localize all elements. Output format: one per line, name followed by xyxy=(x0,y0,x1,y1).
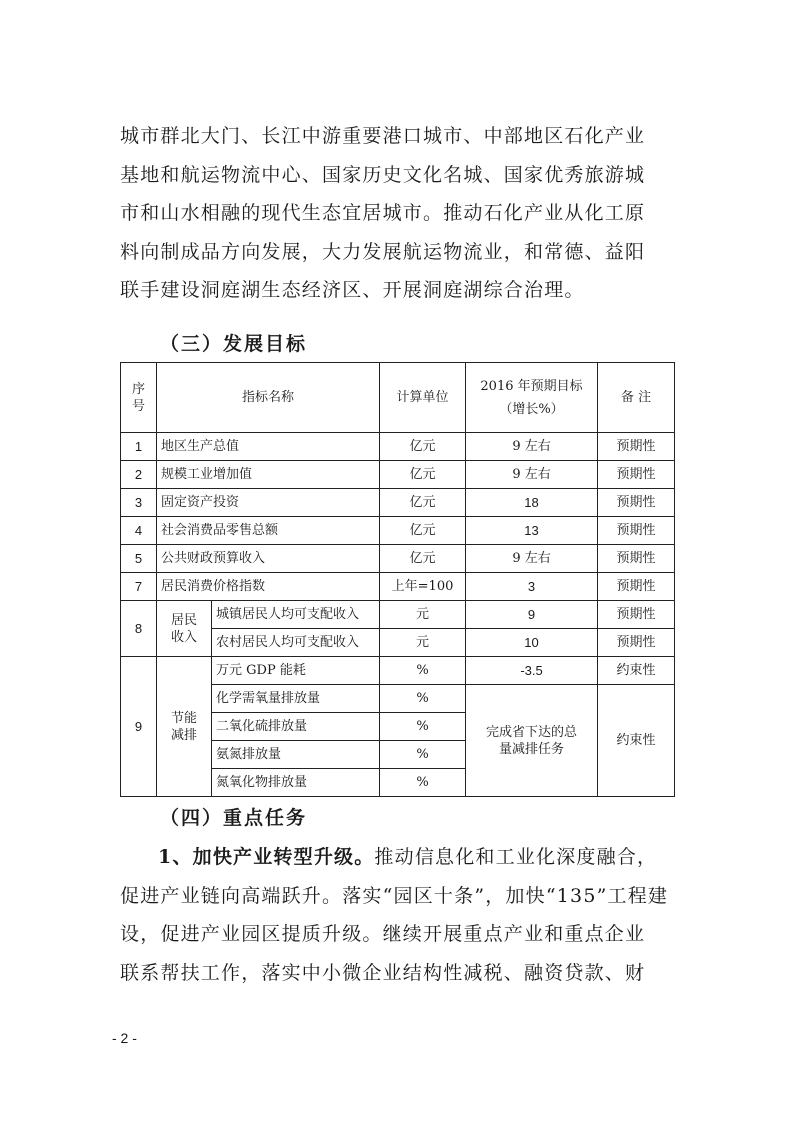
row-seq: 4 xyxy=(121,517,157,545)
row-unit: % xyxy=(380,657,466,685)
row-seq: 2 xyxy=(121,461,157,489)
table-row xyxy=(121,601,675,629)
intro-line: 料向制成品方向发展，大力发展航运物流业，和常德、益阳 xyxy=(120,240,646,263)
task1-line: 联系帮扶工作，落实中小微企业结构性减税、融资贷款、财 xyxy=(120,961,646,984)
row-name: 万元 GDP 能耗 xyxy=(212,657,380,685)
task1-line: 促进产业链向高端跃升。落实“园区十条”，加快“135”工程建 xyxy=(120,884,669,907)
row-name: 二氧化硫排放量 xyxy=(212,713,380,741)
row-name: 化学需氧量排放量 xyxy=(212,685,380,713)
header-target-line1: 2016 年预期目标 xyxy=(480,378,583,394)
development-goals-table xyxy=(120,362,675,797)
row-name: 社会消费品零售总额 xyxy=(157,517,380,545)
row-name: 氮氧化物排放量 xyxy=(212,769,380,797)
row-unit: 亿元 xyxy=(380,517,466,545)
row-target: -3.5 xyxy=(466,657,598,685)
table-row xyxy=(121,545,675,573)
row-unit: 亿元 xyxy=(380,489,466,517)
section3-heading: （三）发展目标 xyxy=(160,333,308,355)
table-row xyxy=(121,461,675,489)
row-seq: 7 xyxy=(121,573,157,601)
task1-lead: 1、加快产业转型升级。 xyxy=(158,846,375,868)
row-unit: 元 xyxy=(380,629,466,657)
task1-line: 设，促进产业园区提质升级。继续开展重点产业和重点企业 xyxy=(120,923,646,945)
row-note: 预期性 xyxy=(598,461,675,489)
table-row xyxy=(121,657,675,685)
table-header-row xyxy=(121,363,675,433)
header-target xyxy=(466,363,598,433)
row-unit: % xyxy=(380,741,466,769)
row-note: 预期性 xyxy=(598,433,675,461)
header-name: 指标名称 xyxy=(157,363,380,433)
task1-line xyxy=(120,838,680,877)
row-note: 预期性 xyxy=(598,601,675,629)
row-seq: 9 xyxy=(121,657,157,797)
row-unit: 亿元 xyxy=(380,545,466,573)
row-note: 约束性 xyxy=(598,657,675,685)
row-unit: % xyxy=(380,713,466,741)
intro-paragraph xyxy=(120,117,680,310)
row-target: 9 xyxy=(466,601,598,629)
task1-line1-rest: 推动信息化和工业化深度融合， xyxy=(374,846,658,868)
row-target: 10 xyxy=(466,629,598,657)
row-unit: 元 xyxy=(380,601,466,629)
header-note: 备 注 xyxy=(598,363,675,433)
header-unit: 计算单位 xyxy=(380,363,466,433)
table-row xyxy=(121,573,675,601)
row-unit: 亿元 xyxy=(380,433,466,461)
row-target: 18 xyxy=(466,489,598,517)
row-note: 预期性 xyxy=(598,629,675,657)
row-unit: 上年=100 xyxy=(380,573,466,601)
intro-line: 市和山水相融的现代生态宜居城市。推动石化产业从化工原 xyxy=(120,202,646,224)
table-row xyxy=(121,433,675,461)
intro-line: 联手建设洞庭湖生态经济区、开展洞庭湖综合治理。 xyxy=(120,279,585,301)
header-seq: 序号 xyxy=(121,363,157,433)
row-unit: % xyxy=(380,769,466,797)
row-name: 公共财政预算收入 xyxy=(157,545,380,573)
row-name: 固定资产投资 xyxy=(157,489,380,517)
intro-line: 城市群北大门、长江中游重要港口城市、中部地区石化产业 xyxy=(120,125,646,147)
row-note: 预期性 xyxy=(598,517,675,545)
group-category: 节能减排 xyxy=(157,657,212,797)
intro-line: 基地和航运物流中心、国家历史文化名城、国家优秀旅游城 xyxy=(120,163,646,186)
row-seq: 3 xyxy=(121,489,157,517)
row-note: 预期性 xyxy=(598,573,675,601)
row-unit: % xyxy=(380,685,466,713)
row-note: 预期性 xyxy=(598,489,675,517)
row-target: 9 左右 xyxy=(466,433,598,461)
row-name: 氨氮排放量 xyxy=(212,741,380,769)
group-category: 居民收入 xyxy=(157,601,212,657)
row-seq: 1 xyxy=(121,433,157,461)
table-row xyxy=(121,517,675,545)
task1-paragraph xyxy=(120,838,680,992)
row-name: 居民消费价格指数 xyxy=(157,573,380,601)
row-name: 地区生产总值 xyxy=(157,433,380,461)
page-number: - 2 - xyxy=(112,1030,137,1046)
merged-target: 完成省下达的总量减排任务 xyxy=(466,685,598,797)
row-name: 规模工业增加值 xyxy=(157,461,380,489)
row-name: 城镇居民人均可支配收入 xyxy=(212,601,380,629)
row-seq: 5 xyxy=(121,545,157,573)
row-name: 农村居民人均可支配收入 xyxy=(212,629,380,657)
row-unit: 亿元 xyxy=(380,461,466,489)
row-seq: 8 xyxy=(121,601,157,657)
merged-note: 约束性 xyxy=(598,685,675,797)
row-target: 13 xyxy=(466,517,598,545)
table-row xyxy=(121,489,675,517)
row-target: 9 左右 xyxy=(466,545,598,573)
row-note: 预期性 xyxy=(598,545,675,573)
row-target: 9 左右 xyxy=(466,461,598,489)
section4-heading: （四）重点任务 xyxy=(160,807,308,829)
header-target-line2: （增长%） xyxy=(499,401,564,417)
row-target: 3 xyxy=(466,573,598,601)
